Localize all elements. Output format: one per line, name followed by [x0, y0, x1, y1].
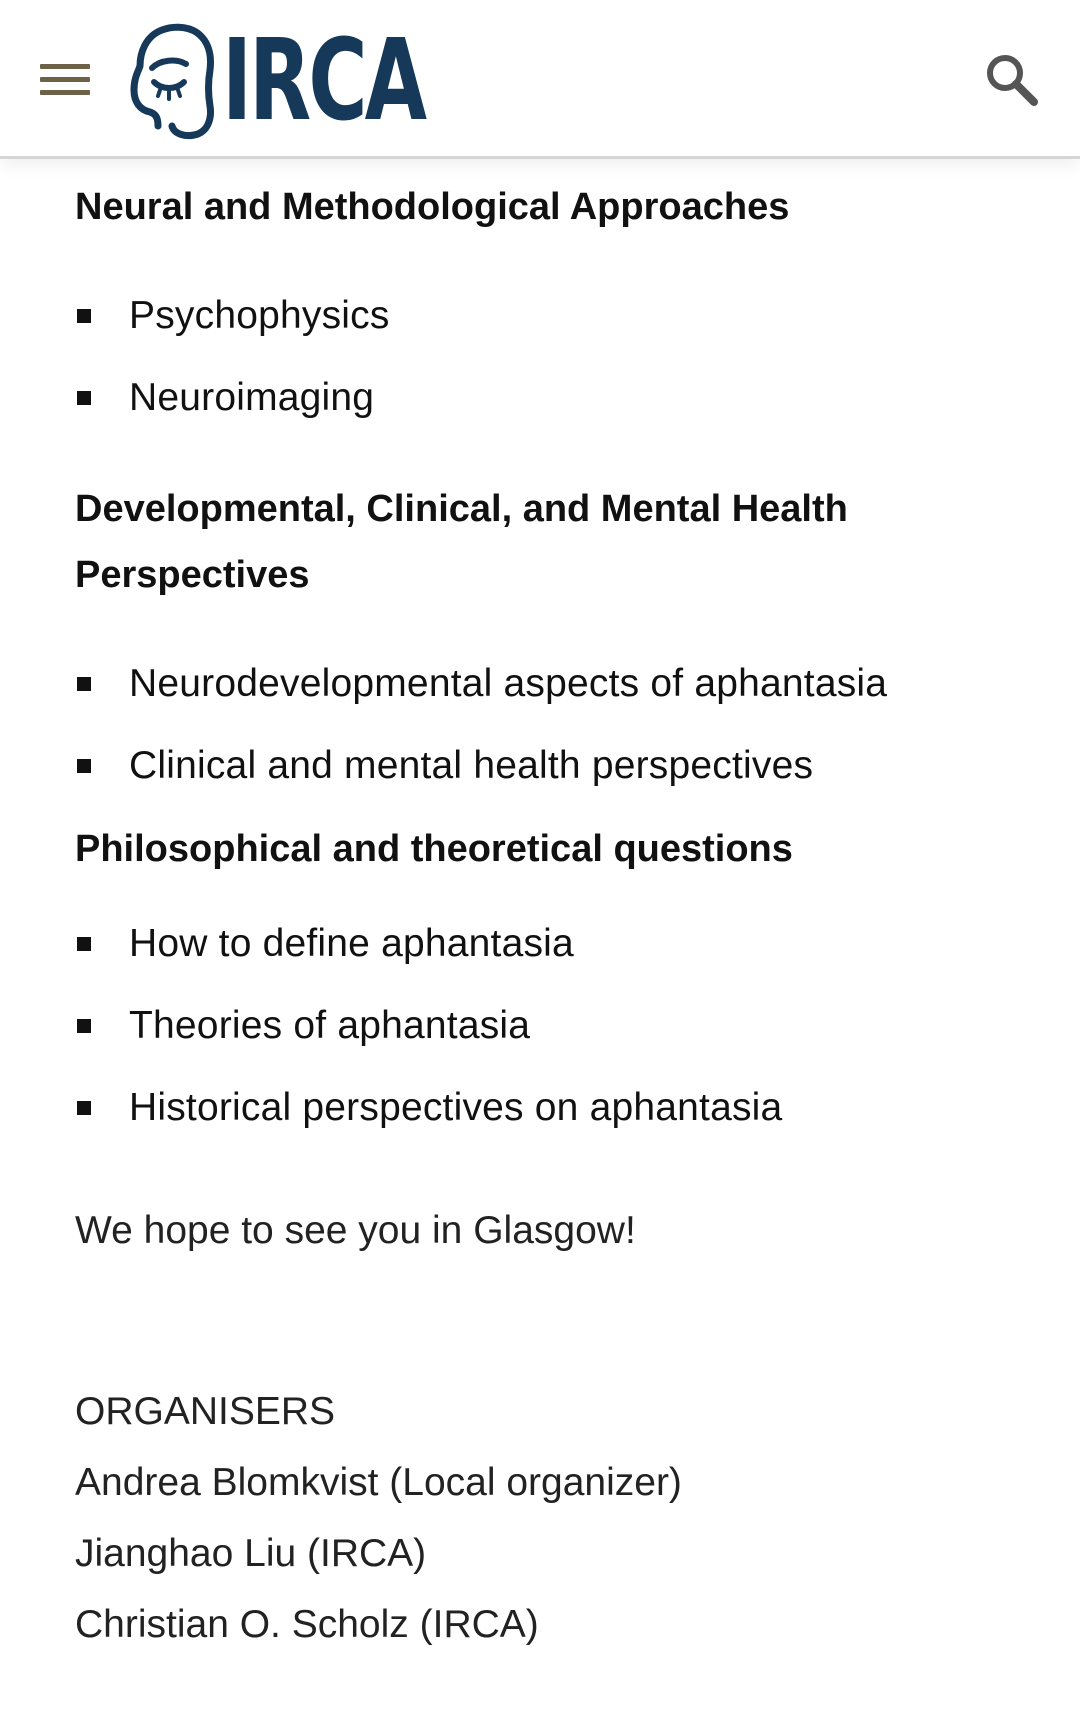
- irca-logo[interactable]: [128, 16, 503, 146]
- square-bullet-icon: [77, 309, 91, 323]
- list-item: Psychophysics: [75, 286, 390, 346]
- list-item: Neuroimaging: [75, 368, 374, 428]
- closing-text: We hope to see you in Glasgow!: [75, 1209, 636, 1252]
- square-bullet-icon: [77, 937, 91, 951]
- section-heading: Neural and Methodological Approaches: [75, 186, 790, 228]
- list-item: How to define aphantasia: [75, 914, 574, 974]
- search-icon[interactable]: [982, 50, 1042, 110]
- organiser-name: Andrea Blomkvist (Local organizer): [75, 1461, 682, 1504]
- organiser-name: Jianghao Liu (IRCA): [75, 1532, 427, 1575]
- section-heading: Developmental, Clinical, and Mental Health: [75, 488, 848, 530]
- hamburger-menu-icon[interactable]: [38, 60, 92, 100]
- top-header: [0, 0, 1080, 159]
- list-item: Clinical and mental health perspectives: [75, 736, 813, 796]
- list-item: Neurodevelopmental aspects of aphantasia: [75, 654, 887, 714]
- head-logo-icon: [128, 22, 216, 140]
- organisers-heading: ORGANISERS: [75, 1390, 336, 1433]
- list-item: Historical perspectives on aphantasia: [75, 1078, 782, 1138]
- square-bullet-icon: [77, 1101, 91, 1115]
- square-bullet-icon: [77, 1019, 91, 1033]
- section-heading: Philosophical and theoretical questions: [75, 828, 793, 870]
- square-bullet-icon: [77, 391, 91, 405]
- square-bullet-icon: [77, 677, 91, 691]
- list-item: Theories of aphantasia: [75, 996, 530, 1056]
- square-bullet-icon: [77, 759, 91, 773]
- organiser-name: Christian O. Scholz (IRCA): [75, 1603, 539, 1646]
- section-heading-continued: Perspectives: [75, 554, 310, 596]
- logo-wordmark: IRCA: [222, 16, 425, 146]
